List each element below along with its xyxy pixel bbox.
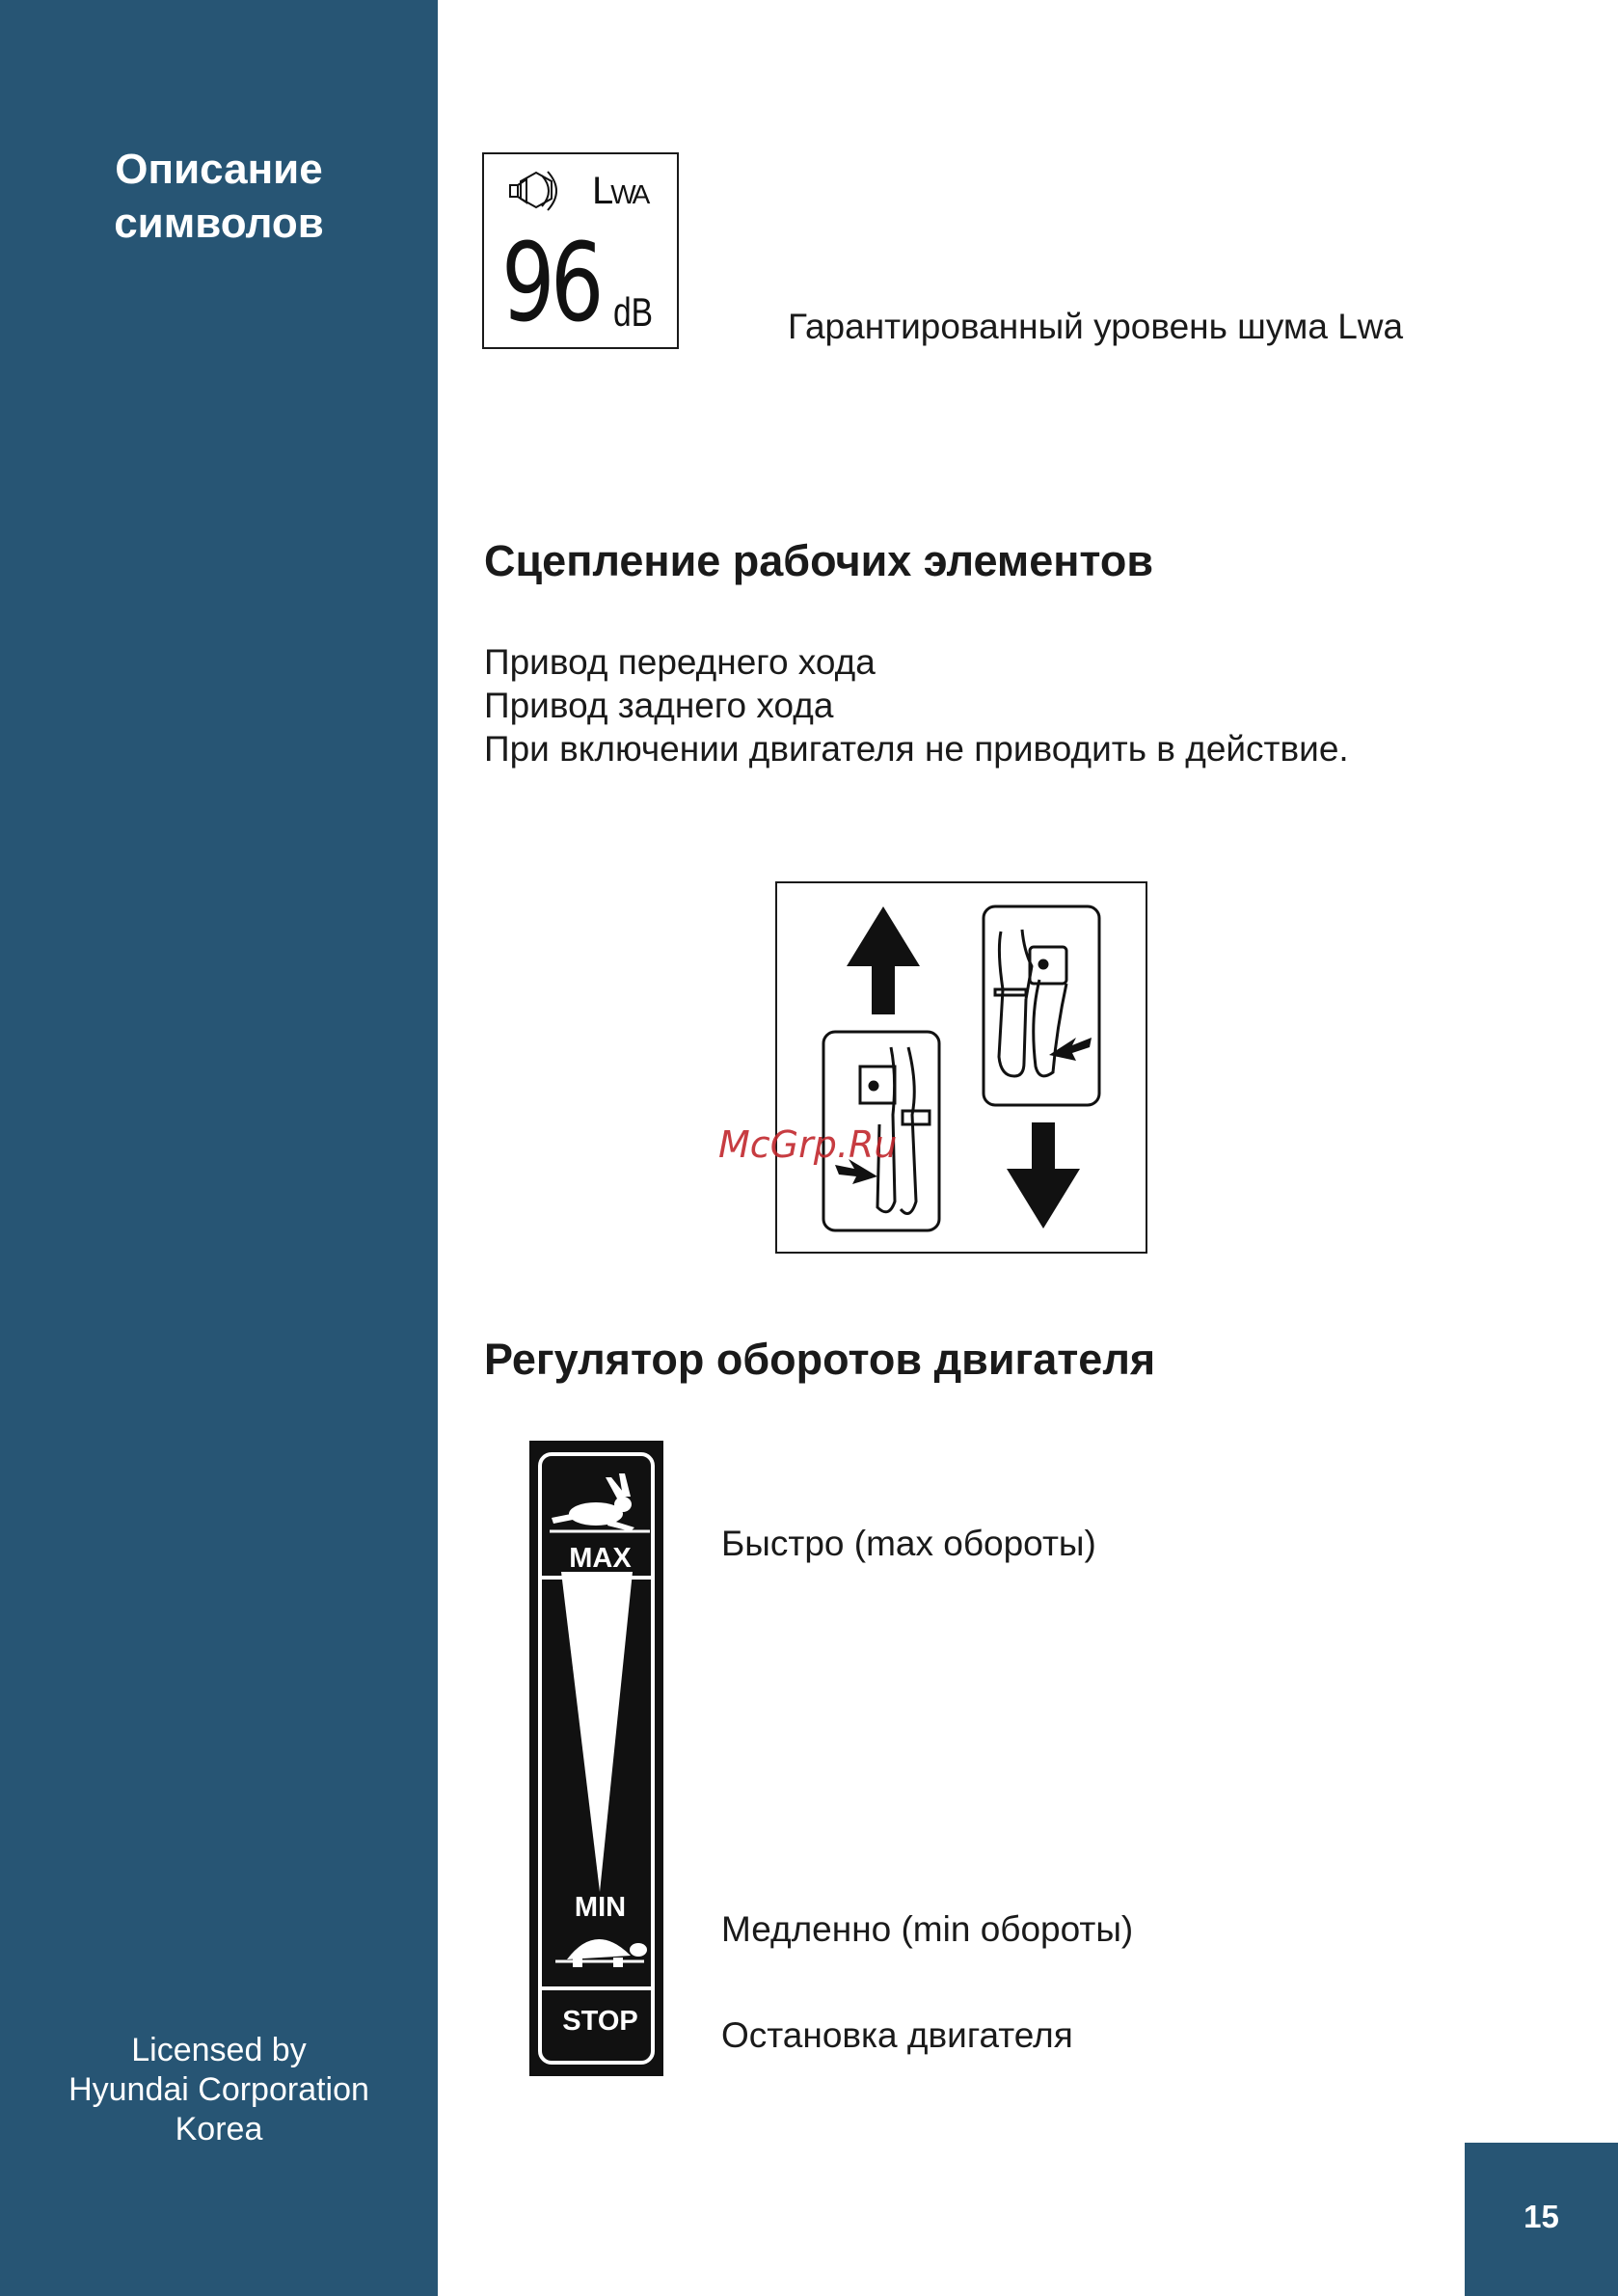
arrow-down-icon	[1007, 1122, 1080, 1229]
section-title-line2: символов	[114, 200, 324, 247]
speed-fast-text: Быстро (max обороты)	[721, 1524, 1096, 1563]
divider	[542, 1986, 651, 1990]
sidebar	[0, 0, 438, 2296]
handle-forward-icon	[984, 906, 1099, 1105]
clutch-line-reverse: Привод заднего хода	[484, 686, 834, 725]
speed-slow-text: Медленно (min обороты)	[721, 1909, 1134, 1949]
section-title-line1: Описание	[115, 146, 323, 193]
clutch-diagram	[775, 881, 1147, 1254]
noise-description: Гарантированный уровень шума Lwa	[788, 307, 1404, 346]
min-label: MIN	[574, 1892, 627, 1923]
noise-unit: dB	[613, 289, 654, 335]
stop-label: STOP	[562, 2006, 638, 2037]
license-note	[0, 2031, 438, 2149]
rabbit-icon	[550, 1473, 650, 1531]
clutch-heading: Сцепление рабочих элементов	[484, 536, 1154, 585]
throttle-frame	[538, 1452, 655, 2065]
speed-wedge	[561, 1572, 633, 1892]
noise-level-label	[482, 152, 679, 349]
lwa-tag: LWA	[592, 170, 648, 212]
arrow-up-icon	[847, 906, 920, 1014]
page-number: 15	[1524, 2199, 1559, 2234]
speed-stop-text: Остановка двигателя	[721, 2015, 1073, 2055]
throttle-indicator	[529, 1441, 663, 2076]
turtle-icon	[555, 1939, 647, 1967]
clutch-line-forward: Привод переднего хода	[484, 642, 876, 682]
clutch-line-warning: При включении двигателя не приводить в действие.	[484, 729, 1349, 769]
section-title	[0, 143, 438, 251]
noise-value: 96	[501, 221, 600, 346]
page-number-box	[1465, 2143, 1618, 2296]
license-line1: Licensed by	[131, 2032, 307, 2068]
license-line2: Hyundai Corporation	[68, 2071, 369, 2108]
clutch-description	[484, 640, 1349, 770]
divider	[542, 1576, 651, 1580]
speed-heading: Регулятор оборотов двигателя	[484, 1335, 1156, 1384]
watermark: McGrp.Ru	[718, 1123, 898, 1166]
max-label: MAX	[569, 1543, 632, 1574]
license-line3: Korea	[175, 2111, 263, 2147]
